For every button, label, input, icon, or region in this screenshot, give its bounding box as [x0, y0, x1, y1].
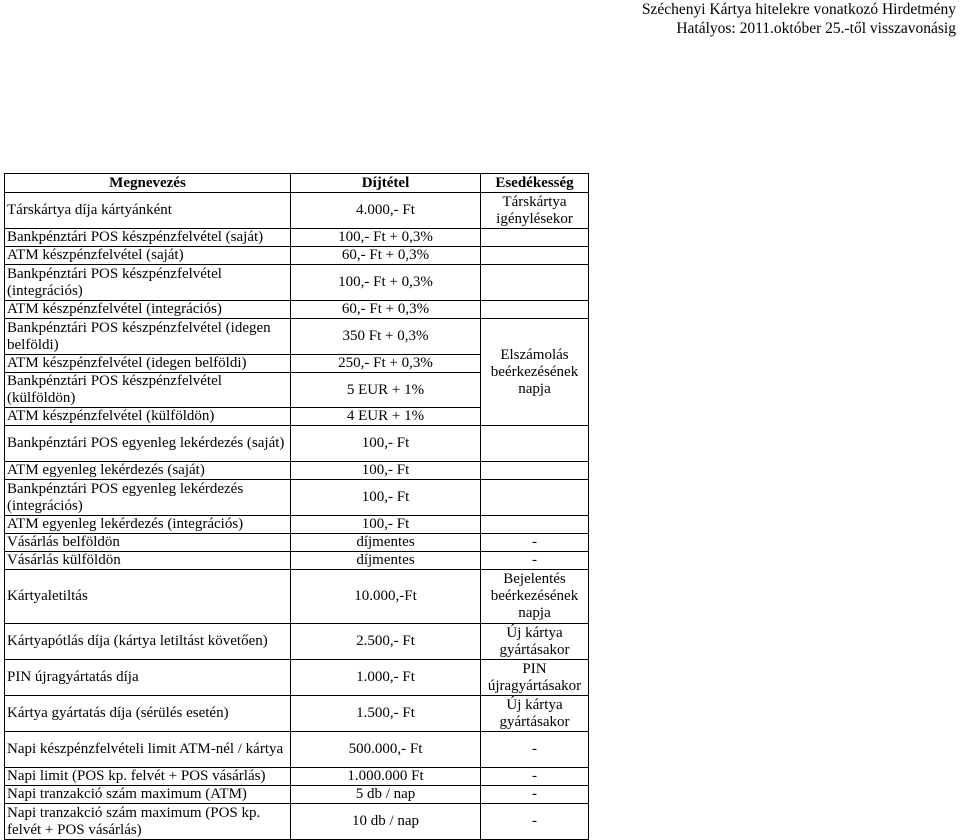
row-name: Bankpénztári POS egyenleg lekérdezés (integrációs) — [5, 480, 291, 516]
row-name: Vásárlás külföldön — [5, 552, 291, 570]
notice-header — [642, 0, 956, 38]
table-row — [5, 516, 589, 534]
table-row — [5, 247, 589, 265]
row-name: Kártyapótlás díja (kártya letiltást követően) — [5, 624, 291, 660]
row-fee: díjmentes — [291, 534, 481, 552]
row-fee: 4.000,- Ft — [291, 193, 481, 229]
notice-title: Széchenyi Kártya hitelekre vonatkozó Hirdetmény — [641, 1, 956, 18]
table-row — [5, 624, 589, 660]
row-name: Napi tranzakció szám maximum (ATM) — [5, 786, 291, 804]
table-row — [5, 552, 589, 570]
row-due: - — [481, 786, 589, 804]
row-fee: 100,- Ft — [291, 426, 481, 462]
row-name: Bankpénztári POS készpénzfelvétel (integrációs) — [5, 265, 291, 301]
row-fee: 1.500,- Ft — [291, 696, 481, 732]
col-header-name: Megnevezés — [5, 174, 291, 193]
row-due: Új kártya gyártásakor — [481, 696, 589, 732]
table-row — [5, 534, 589, 552]
row-name: Bankpénztári POS készpénzfelvétel (idegen belföldi) — [5, 319, 291, 355]
row-name: ATM készpénzfelvétel (külföldön) — [5, 408, 291, 426]
table-row — [5, 660, 589, 696]
row-due — [481, 265, 589, 301]
row-due — [481, 229, 589, 247]
row-fee: 250,- Ft + 0,3% — [291, 355, 481, 373]
row-name: Napi limit (POS kp. felvét + POS vásárlás) — [5, 768, 291, 786]
table-row — [5, 301, 589, 319]
row-name: ATM készpénzfelvétel (idegen belföldi) — [5, 355, 291, 373]
col-header-due: Esedékesség — [481, 174, 589, 193]
row-due: - — [481, 552, 589, 570]
row-fee: 500.000,- Ft — [291, 732, 481, 768]
row-fee: 10 db / nap — [291, 804, 481, 840]
row-due: - — [481, 732, 589, 768]
row-fee: 4 EUR + 1% — [291, 408, 481, 426]
table-row — [5, 193, 589, 229]
row-fee: 350 Ft + 0,3% — [291, 319, 481, 355]
row-name: Kártyaletiltás — [5, 570, 291, 624]
row-due: PIN újragyártásakor — [481, 660, 589, 696]
row-fee: díjmentes — [291, 552, 481, 570]
table-row — [5, 426, 589, 462]
row-due: Új kártya gyártásakor — [481, 624, 589, 660]
table-row — [5, 462, 589, 480]
row-name: Bankpénztári POS készpénzfelvétel (külföldön) — [5, 373, 291, 408]
col-header-fee: Díjtétel — [291, 174, 481, 193]
fee-table — [4, 173, 589, 840]
row-name: PIN újragyártatás díja — [5, 660, 291, 696]
table-header-row — [5, 174, 589, 193]
row-fee: 1.000,- Ft — [291, 660, 481, 696]
row-name: ATM egyenleg lekérdezés (integrációs) — [5, 516, 291, 534]
notice-validity: Hatályos: 2011.október 25.-től visszavonásig — [676, 20, 956, 37]
table-row — [5, 265, 589, 301]
table-row — [5, 768, 589, 786]
row-fee: 100,- Ft — [291, 462, 481, 480]
row-due: - — [481, 534, 589, 552]
table-row — [5, 732, 589, 768]
row-due — [481, 301, 589, 319]
row-fee: 5 db / nap — [291, 786, 481, 804]
table-row — [5, 480, 589, 516]
row-due: - — [481, 768, 589, 786]
row-due — [481, 480, 589, 516]
row-fee: 60,- Ft + 0,3% — [291, 247, 481, 265]
row-name: Napi tranzakció szám maximum (POS kp. felvét + POS vásárlás) — [5, 804, 291, 840]
row-fee: 100,- Ft — [291, 516, 481, 534]
row-fee: 100,- Ft + 0,3% — [291, 229, 481, 247]
row-name: Napi készpénzfelvételi limit ATM-nél / kártya — [5, 732, 291, 768]
row-due: Bejelentés beérkezésének napja — [481, 570, 589, 624]
row-fee: 1.000.000 Ft — [291, 768, 481, 786]
row-name: Bankpénztári POS készpénzfelvétel (saját) — [5, 229, 291, 247]
row-fee: 100,- Ft — [291, 480, 481, 516]
row-name: Társkártya díja kártyánként — [5, 193, 291, 229]
table-row — [5, 804, 589, 840]
row-due-settlement: Elszámolás beérkezésének napja — [481, 319, 589, 426]
row-name: ATM egyenleg lekérdezés (saját) — [5, 462, 291, 480]
table-row — [5, 229, 589, 247]
row-name: ATM készpénzfelvétel (integrációs) — [5, 301, 291, 319]
row-name: Bankpénztári POS egyenleg lekérdezés (saját) — [5, 426, 291, 462]
table-row — [5, 696, 589, 732]
table-row — [5, 570, 589, 624]
table-row — [5, 319, 589, 355]
row-name: ATM készpénzfelvétel (saját) — [5, 247, 291, 265]
row-due — [481, 462, 589, 480]
row-due: - — [481, 804, 589, 840]
table-row — [5, 786, 589, 804]
row-fee: 60,- Ft + 0,3% — [291, 301, 481, 319]
row-due: Társkártya igénylésekor — [481, 193, 589, 229]
row-due — [481, 247, 589, 265]
row-fee: 100,- Ft + 0,3% — [291, 265, 481, 301]
row-name: Kártya gyártatás díja (sérülés esetén) — [5, 696, 291, 732]
row-fee: 2.500,- Ft — [291, 624, 481, 660]
row-due — [481, 426, 589, 462]
row-due — [481, 516, 589, 534]
row-fee: 5 EUR + 1% — [291, 373, 481, 408]
row-name: Vásárlás belföldön — [5, 534, 291, 552]
row-fee: 10.000,-Ft — [291, 570, 481, 624]
